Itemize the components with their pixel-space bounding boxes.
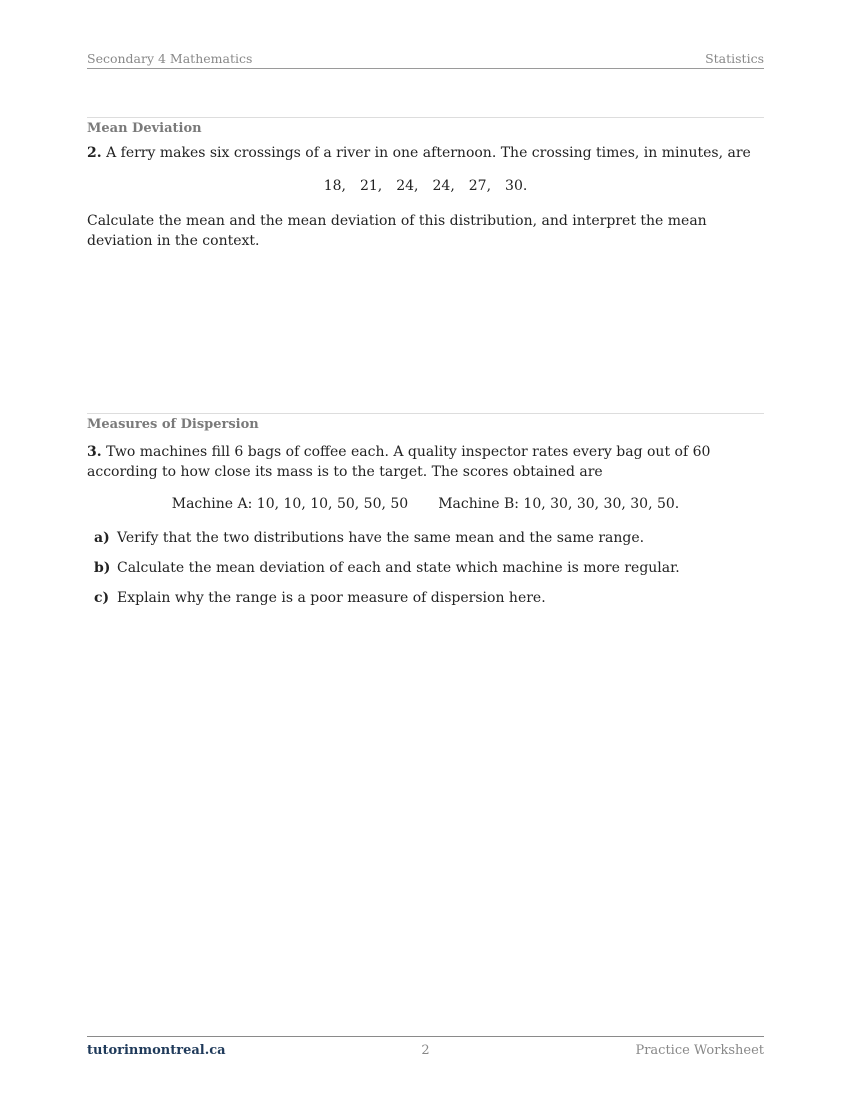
- data-value: 27,: [468, 178, 492, 194]
- data-value: 30.: [505, 178, 528, 194]
- site-link[interactable]: tutorinmontreal.ca: [87, 1043, 226, 1058]
- data-value: 24,: [432, 178, 455, 194]
- machine-b-scores: Machine B: 10, 30, 30, 30, 30, 50.: [438, 496, 680, 512]
- sub-question-text: Explain why the range is a poor measure of dispersion here.: [117, 590, 546, 606]
- machine-a-scores: Machine A: 10, 10, 10, 50, 50, 50: [171, 496, 409, 512]
- question-body: Two machines fill 6 bags of coffee each. A quality inspector rates every bag out of 60 according to how close its mass is to the target. The scores obtained are: [87, 444, 711, 480]
- sub-question-b: [94, 560, 764, 576]
- data-value: 21,: [359, 178, 383, 194]
- question-2-instruction: Calculate the mean and the mean deviation of this distribution, and interpret the mean deviation in the context.: [87, 213, 707, 249]
- sub-question-text: Verify that the two distributions have the same mean and the same range.: [117, 530, 645, 546]
- sub-question-label: c): [94, 590, 110, 606]
- section-label-mean-deviation: Mean Deviation: [87, 121, 202, 136]
- question-2-text: [87, 144, 764, 164]
- course-title: Secondary 4 Mathematics: [87, 51, 253, 66]
- page-footer: [87, 1036, 764, 1061]
- page-header: [87, 51, 764, 69]
- question-number: 3.: [87, 444, 102, 460]
- sub-question-text: Calculate the mean deviation of each and state which machine is more regular.: [117, 560, 680, 576]
- question-body: A ferry makes six crossings of a river in one afternoon. The crossing times, in minutes, are: [106, 145, 751, 161]
- question-3-text: [87, 443, 764, 482]
- sub-question-label: a): [94, 530, 110, 546]
- section-divider: [87, 117, 764, 118]
- data-value: 24,: [396, 178, 419, 194]
- page-number: 2: [421, 1043, 430, 1058]
- topic-title: Statistics: [705, 51, 764, 66]
- data-value: 18,: [323, 178, 346, 194]
- sub-question-a: [94, 530, 764, 546]
- sub-question-c: [94, 590, 764, 606]
- section-label-measures-of-dispersion: Measures of Dispersion: [87, 417, 259, 432]
- section-divider: [87, 413, 764, 414]
- sub-question-label: b): [94, 560, 111, 576]
- document-type: Practice Worksheet: [635, 1043, 764, 1058]
- machine-scores: [87, 496, 764, 512]
- question-number: 2.: [87, 145, 102, 161]
- crossing-times-list: [87, 178, 764, 194]
